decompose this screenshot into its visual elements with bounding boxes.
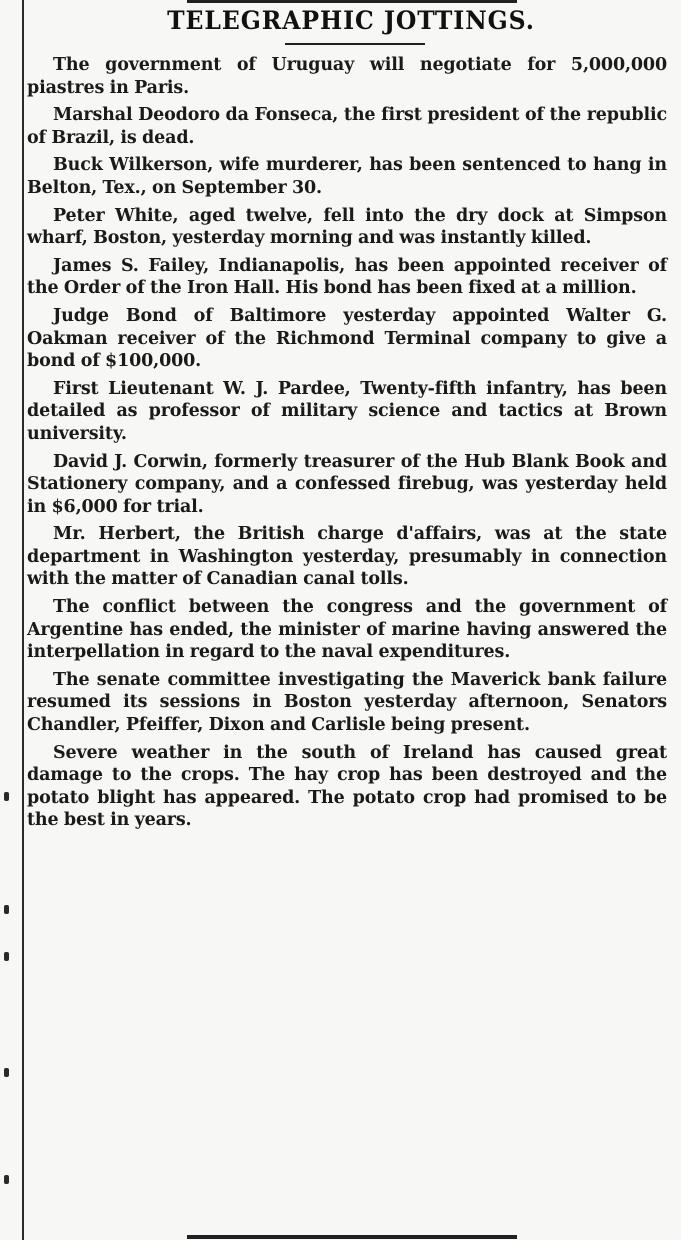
top-rule <box>187 0 517 3</box>
bottom-rule <box>187 1235 517 1239</box>
news-item: James S. Failey, Indianapolis, has been appointed receiver of the Order of the Iron Hall. His bond has been fixed at a million. <box>27 255 667 299</box>
ink-speck <box>4 905 9 914</box>
news-items <box>27 54 667 837</box>
headline: TELEGRAPHIC JOTTINGS. <box>167 6 535 35</box>
news-item: First Lieutenant W. J. Pardee, Twenty-fifth infantry, has been detailed as professor of military science and tactics at Brown university. <box>27 378 667 444</box>
news-item: Peter White, aged twelve, fell into the dry dock at Simpson wharf, Boston, yesterday morning and was instantly killed. <box>27 205 667 249</box>
news-item: The senate committee investigating the Maverick bank failure resumed its sessions in Boston yesterday afternoon, Senators Chandler, Pfeiffer, Dixon and Carlisle being present. <box>27 669 667 736</box>
news-item: David J. Corwin, formerly treasurer of the Hub Blank Book and Stationery company, and a confessed firebug, was yesterday held in $6,000 for trial. <box>27 451 667 517</box>
news-item: Severe weather in the south of Ireland has caused great damage to the crops. The hay crop has been destroyed and the potato blight has appeared. The potato crop had promised to be the best in years. <box>27 742 667 831</box>
news-item: Buck Wilkerson, wife murderer, has been sentenced to hang in Belton, Tex., on September 30. <box>27 155 667 198</box>
column-rule <box>22 0 24 1240</box>
ink-speck <box>4 952 9 961</box>
news-item: The conflict between the congress and the government of Argentine has ended, the minister of marine having answered the interpellation in regard to the naval expenditures. <box>27 597 667 663</box>
news-item: Judge Bond of Baltimore yesterday appointed Walter G. Oakman receiver of the Richmond Terminal company to give a bond of $100,000. <box>27 305 667 372</box>
ink-speck <box>4 1068 9 1077</box>
news-item: The government of Uruguay will negotiate for 5,000,000 piastres in Paris. <box>27 55 667 98</box>
headline-rule <box>285 43 425 45</box>
ink-speck <box>4 792 9 801</box>
ink-speck <box>4 1175 9 1184</box>
news-item: Mr. Herbert, the British charge d'affairs, was at the state department in Washington yesterday, presumably in connection with the matter of Canadian canal tolls. <box>27 524 667 590</box>
news-column <box>27 0 675 1240</box>
news-item: Marshal Deodoro da Fonseca, the first president of the republic of Brazil, is dead. <box>27 105 667 148</box>
